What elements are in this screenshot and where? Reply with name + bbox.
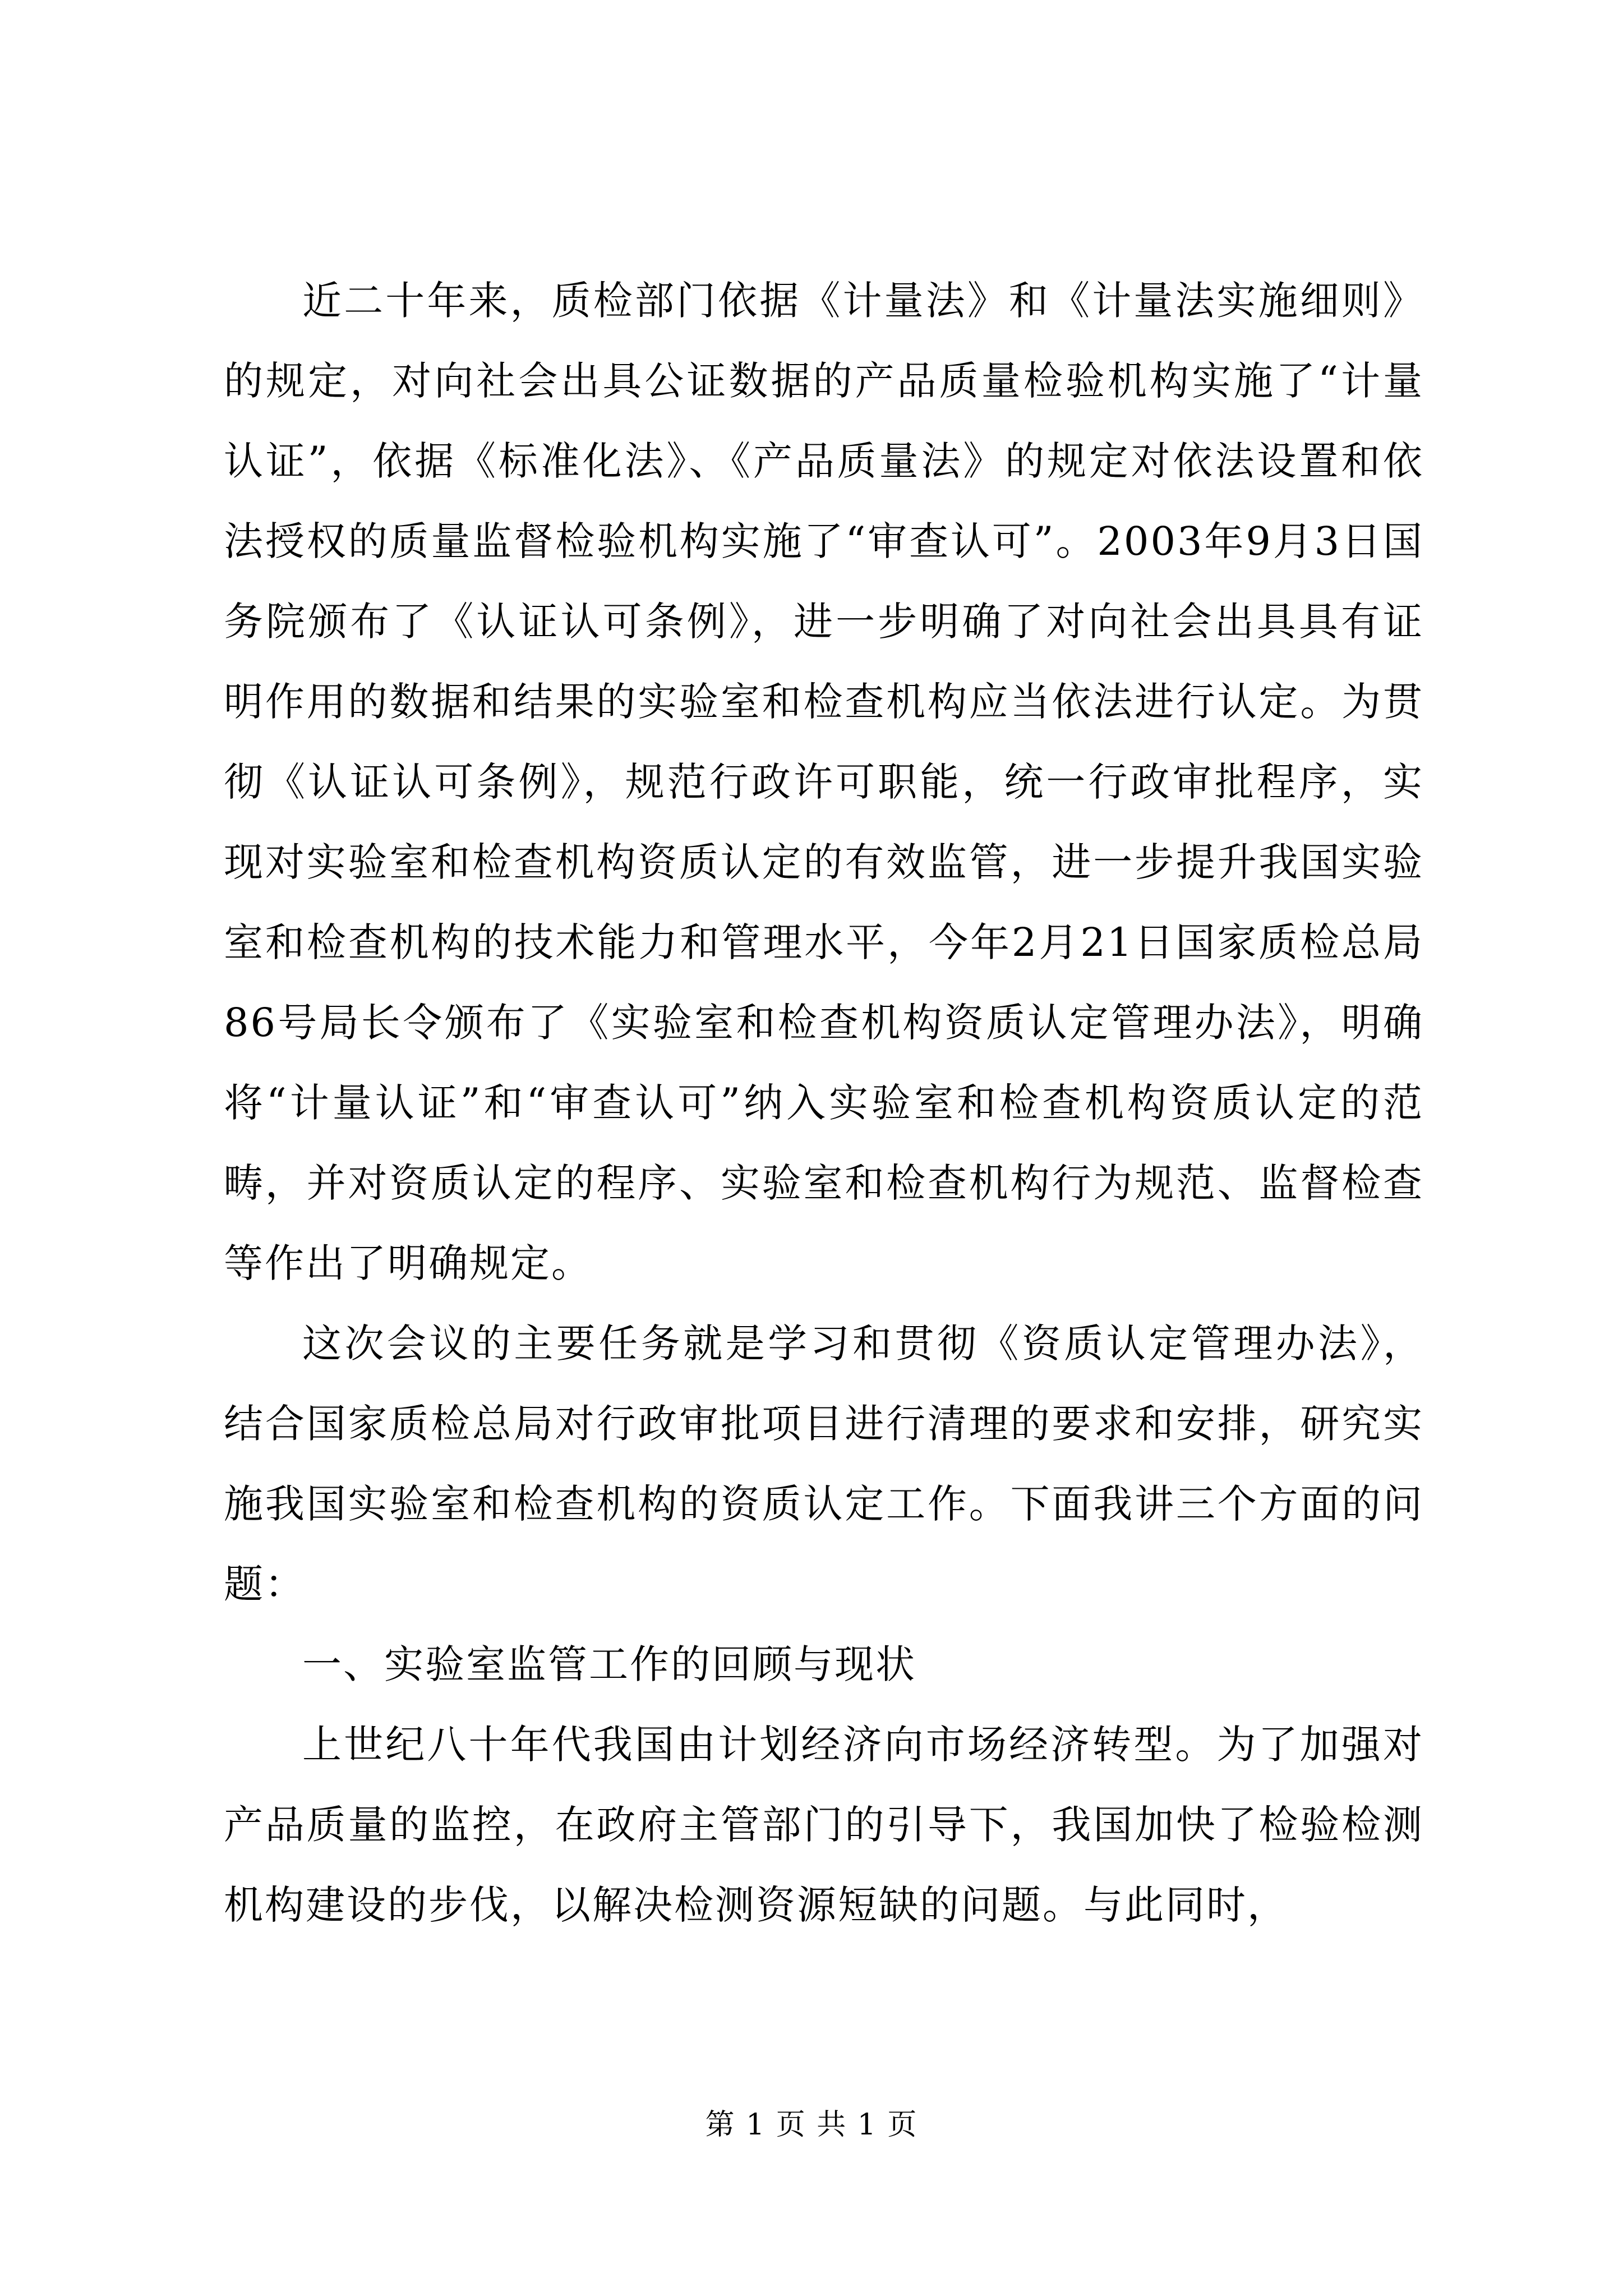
document-body — [224, 261, 1424, 1945]
paragraph-1: 近二十年来，质检部门依据《计量法》和《计量法实施细则》的规定，对向社会出具公证数据的产品质量检验机构实施了“计量认证”，依据《标准化法》、《产品质量法》的规定对依法设置和依法授权的质量监督检验机构实施了“审查认可”。2003年9月3日国务院颁布了《认证认可条例》，进一步明确了对向社会出具具有证明作用的数据和结果的实验室和检查机构应当依法进行认定。为贯彻《认证认可条例》，规范行政许可职能，统一行政审批程序，实现对实验室和检查机构资质认定的有效监管，进一步提升我国实验室和检查机构的技术能力和管理水平，今年2月21日国家质检总局86号局长令颁布了《实验室和检查机构资质认定管理办法》，明确将“计量认证”和“审查认可”纳入实验室和检查机构资质认定的范畴，并对资质认定的程序、实验室和检查机构行为规范、监督检查等作出了明确规定。 — [224, 278, 1424, 1286]
paragraph-2: 这次会议的主要任务就是学习和贯彻《资质认定管理办法》，结合国家质检总局对行政审批项目进行清理的要求和安排，研究实施我国实验室和检查机构的资质认定工作。下面我讲三个方面的问题： — [224, 1320, 1424, 1607]
section-heading: 一、实验室监管工作的回顾与现状 — [302, 1641, 916, 1687]
paragraph-3: 上世纪八十年代我国由计划经济向市场经济转型。为了加强对产品质量的监控，在政府主管部门的引导下，我国加快了检验检测机构建设的步伐，以解决检测资源短缺的问题。与此同时， — [224, 1722, 1424, 1928]
page-number-footer: 第 1 页 共 1 页 — [705, 2108, 918, 2142]
